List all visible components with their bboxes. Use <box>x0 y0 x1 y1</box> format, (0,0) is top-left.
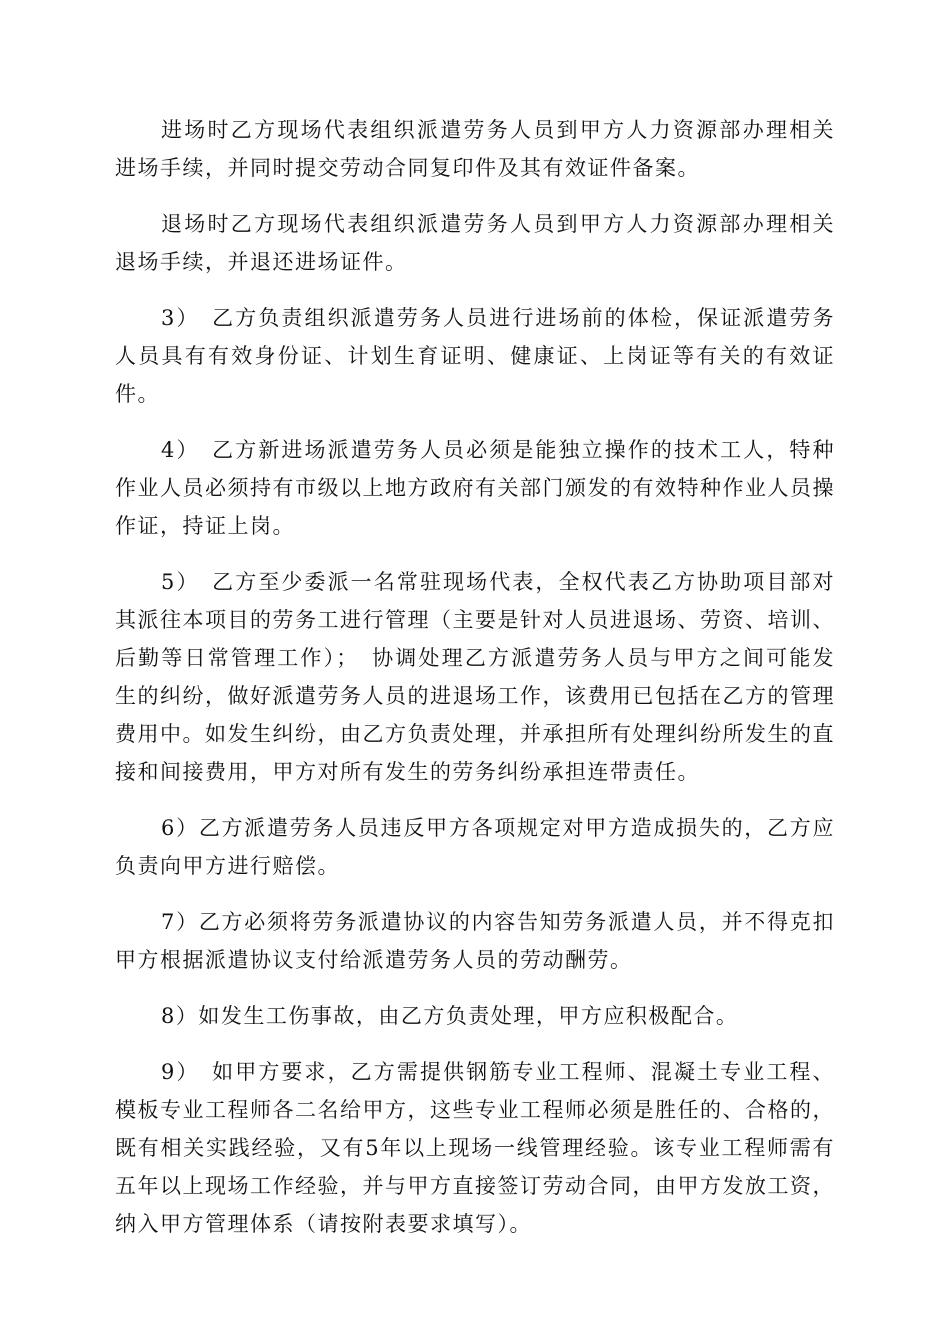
paragraph-item-8: 8）如发生工伤事故，由乙方负责处理，甲方应积极配合。 <box>161 1004 739 1028</box>
paragraph-item-6: 6）乙方派遣劳务人员违反甲方各项规定对甲方造成损失的，乙方应负责向甲方进行赔偿。 <box>115 816 835 878</box>
paragraph-item-4: 4） 乙方新进场派遣劳务人员必须是能独立操作的技术工人，特种作业人员必须持有市级以上地方政府有关部门颁发的有效特种作业人员操作证，持证上岗。 <box>115 438 835 538</box>
paragraph-item-3: 3） 乙方负责组织派遣劳务人员进行进场前的体检，保证派遣劳务人员具有有效身份证、计划生育证明、健康证、上岗证等有关的有效证件。 <box>115 306 835 406</box>
paragraph-item-7: 7）乙方必须将劳务派遣协议的内容告知劳务派遣人员，并不得克扣甲方根据派遣协议支付给派遣劳务人员的劳动酬劳。 <box>115 910 835 972</box>
paragraph-item-5: 5） 乙方至少委派一名常驻现场代表，全权代表乙方协助项目部对其派往本项目的劳务工进行管理（主要是针对人员进退场、劳资、培训、后勤等日常管理工作）； 协调处理乙方派遣劳务人员与甲方之间可能发生的纠纷，做好派遣劳务人员的进退场工作，该费用已包括在乙方的管理费用中。如发生纠纷，由乙方负责处理，并承担所有处理纠纷所发生的直接和间接费用，甲方对所有发生的劳务纠纷承担连带责任。 <box>115 570 835 784</box>
paragraph-entry-procedure: 进场时乙方现场代表组织派遣劳务人员到甲方人力资源部办理相关进场手续，并同时提交劳动合同复印件及其有效证件备案。 <box>115 118 835 180</box>
paragraph-exit-procedure: 退场时乙方现场代表组织派遣劳务人员到甲方人力资源部办理相关退场手续，并退还进场证件。 <box>115 212 835 274</box>
document-body <box>115 111 835 1261</box>
paragraph-item-9: 9） 如甲方要求，乙方需提供钢筋专业工程师、混凝土专业工程、模板专业工程师各二名给甲方，这些专业工程师必须是胜任的、合格的，既有相关实践经验，又有5年以上现场一线管理经验。该专业工程师需有五年以上现场工作经验，并与甲方直接签订劳动合同，由甲方发放工资，纳入甲方管理体系（请按附表要求填写）。 <box>115 1060 835 1236</box>
